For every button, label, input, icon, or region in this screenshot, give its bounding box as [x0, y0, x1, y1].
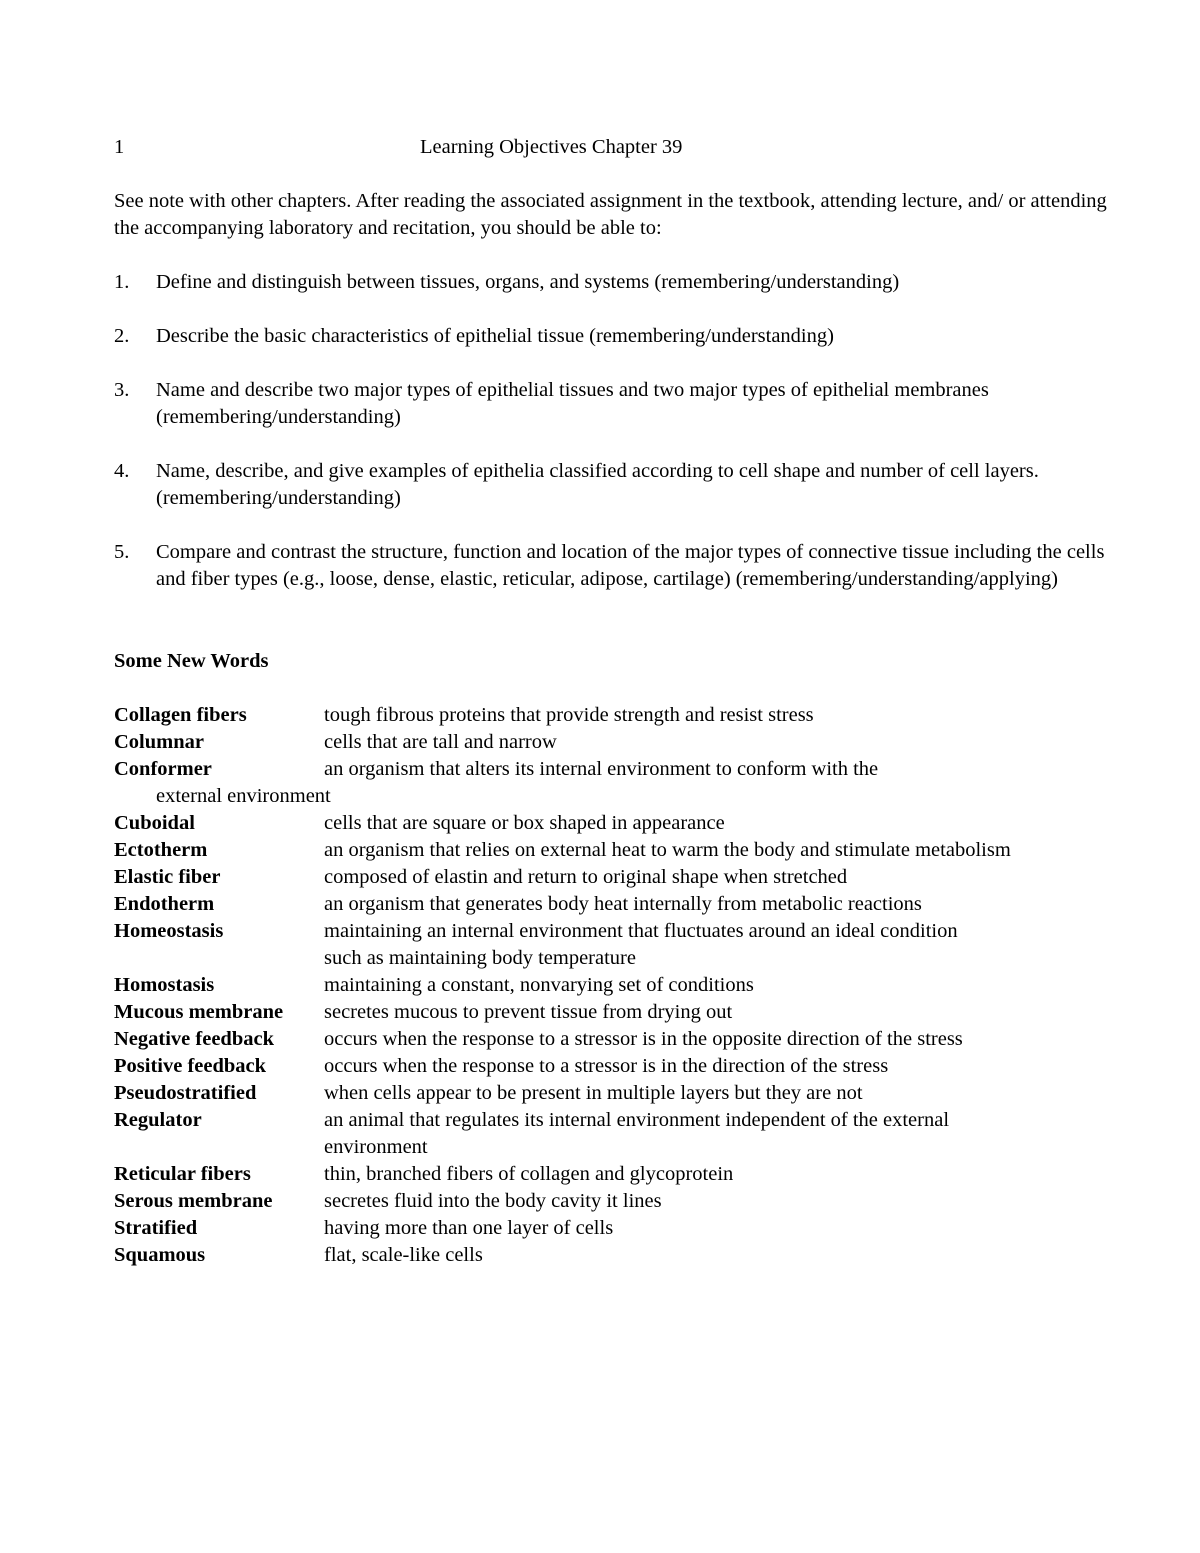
glossary-definition-continuation: external environment	[156, 785, 331, 807]
glossary-term: Homeostasis	[114, 920, 224, 942]
glossary-term: Columnar	[114, 731, 204, 753]
glossary-term: Conformer	[114, 758, 212, 780]
glossary-row	[114, 702, 1074, 729]
page-number: 1	[114, 136, 125, 158]
glossary-definition: tough fibrous proteins that provide strength and resist stress	[324, 704, 814, 726]
glossary-term: Positive feedback	[114, 1055, 267, 1077]
glossary-row	[114, 1215, 1074, 1242]
glossary-term: Reticular fibers	[114, 1163, 251, 1185]
glossary-term: Homostasis	[114, 974, 215, 996]
glossary-row	[114, 837, 1074, 864]
glossary-row	[114, 729, 1074, 756]
glossary-definition: composed of elastin and return to original shape when stretched	[324, 866, 848, 888]
glossary-term: Collagen fibers	[114, 704, 247, 726]
glossary-row	[114, 1080, 1074, 1107]
glossary-term: Endotherm	[114, 893, 215, 915]
glossary-definition: occurs when the response to a stressor is in the opposite direction of the stress	[324, 1028, 963, 1050]
list-item-text: Define and distinguish between tissues, organs, and systems (remembering/understanding)	[156, 271, 900, 293]
glossary-definition: an organism that generates body heat internally from metabolic reactions	[324, 893, 922, 915]
glossary-term: Pseudostratified	[114, 1082, 257, 1104]
glossary-definition-line: an organism that alters its internal environment to conform with the	[324, 758, 879, 780]
glossary-term: Elastic fiber	[114, 866, 221, 888]
glossary-definition: secretes mucous to prevent tissue from drying out	[324, 1001, 733, 1023]
glossary-definition: flat, scale-like cells	[324, 1244, 483, 1266]
glossary-row	[114, 1053, 1074, 1080]
glossary-term: Regulator	[114, 1109, 202, 1131]
glossary-row	[114, 918, 1074, 972]
glossary-definition: maintaining an internal environment that fluctuates around an ideal condition such as maintaining body temperature	[324, 920, 958, 969]
glossary-definition: secretes fluid into the body cavity it lines	[324, 1190, 662, 1212]
glossary-row	[114, 891, 1074, 918]
list-item-number: 4.	[114, 460, 130, 482]
glossary-row	[114, 999, 1074, 1026]
glossary-definition: occurs when the response to a stressor is in the direction of the stress	[324, 1055, 889, 1077]
glossary-term: Stratified	[114, 1217, 198, 1239]
glossary-definition: cells that are square or box shaped in appearance	[324, 812, 725, 834]
glossary-term: Squamous	[114, 1244, 206, 1266]
list-item	[114, 539, 1124, 593]
glossary-row	[114, 1242, 1074, 1269]
list-item-number: 2.	[114, 325, 130, 347]
glossary-term: Ectotherm	[114, 839, 208, 861]
glossary-term: Serous membrane	[114, 1190, 273, 1212]
list-item	[114, 377, 1124, 431]
intro-paragraph: See note with other chapters. After reading the associated assignment in the textbook, attending lecture, and/ or attending the accompanying laboratory and recitation, you should be able to:	[114, 190, 1107, 239]
glossary-list	[114, 702, 1074, 1269]
glossary-definition: when cells appear to be present in multiple layers but they are not	[324, 1082, 863, 1104]
glossary-definition: an organism that relies on external heat to warm the body and stimulate metabolism	[324, 839, 1011, 861]
list-item-text: Describe the basic characteristics of epithelial tissue (remembering/understanding)	[156, 325, 834, 347]
glossary-row	[114, 1188, 1074, 1215]
list-item-text: Name, describe, and give examples of epithelia classified according to cell shape and number of cell layers. (remembering/understanding)	[156, 460, 1039, 509]
glossary-definition: thin, branched fibers of collagen and glycoprotein	[324, 1163, 734, 1185]
list-item-number: 5.	[114, 541, 130, 563]
glossary-row	[114, 1107, 1074, 1161]
list-item	[114, 269, 1124, 296]
list-item-number: 3.	[114, 379, 130, 401]
glossary-row	[114, 1026, 1074, 1053]
glossary-definition: cells that are tall and narrow	[324, 731, 557, 753]
glossary-definition: an animal that regulates its internal environment independent of the external environment	[324, 1109, 950, 1158]
objectives-list	[114, 269, 1124, 620]
glossary-term: Cuboidal	[114, 812, 195, 834]
glossary-row	[114, 756, 1074, 810]
glossary-definition: maintaining a constant, nonvarying set of conditions	[324, 974, 754, 996]
glossary-row	[114, 810, 1074, 837]
list-item-text: Compare and contrast the structure, function and location of the major types of connective tissue including the cells and fiber types (e.g., loose, dense, elastic, reticular, adipose, cartilage) (remembering/understanding/applying)	[156, 541, 1105, 590]
glossary-term: Mucous membrane	[114, 1001, 284, 1023]
page-title: Learning Objectives Chapter 39	[420, 136, 683, 158]
glossary-term: Negative feedback	[114, 1028, 274, 1050]
glossary-definition: having more than one layer of cells	[324, 1217, 614, 1239]
glossary-row	[114, 864, 1074, 891]
glossary-row	[114, 1161, 1074, 1188]
list-item	[114, 458, 1124, 512]
list-item-text: Name and describe two major types of epithelial tissues and two major types of epithelial membranes (remembering/understanding)	[156, 379, 989, 428]
list-item-number: 1.	[114, 271, 130, 293]
glossary-row	[114, 972, 1074, 999]
glossary-heading: Some New Words	[114, 650, 269, 672]
list-item	[114, 323, 1124, 350]
